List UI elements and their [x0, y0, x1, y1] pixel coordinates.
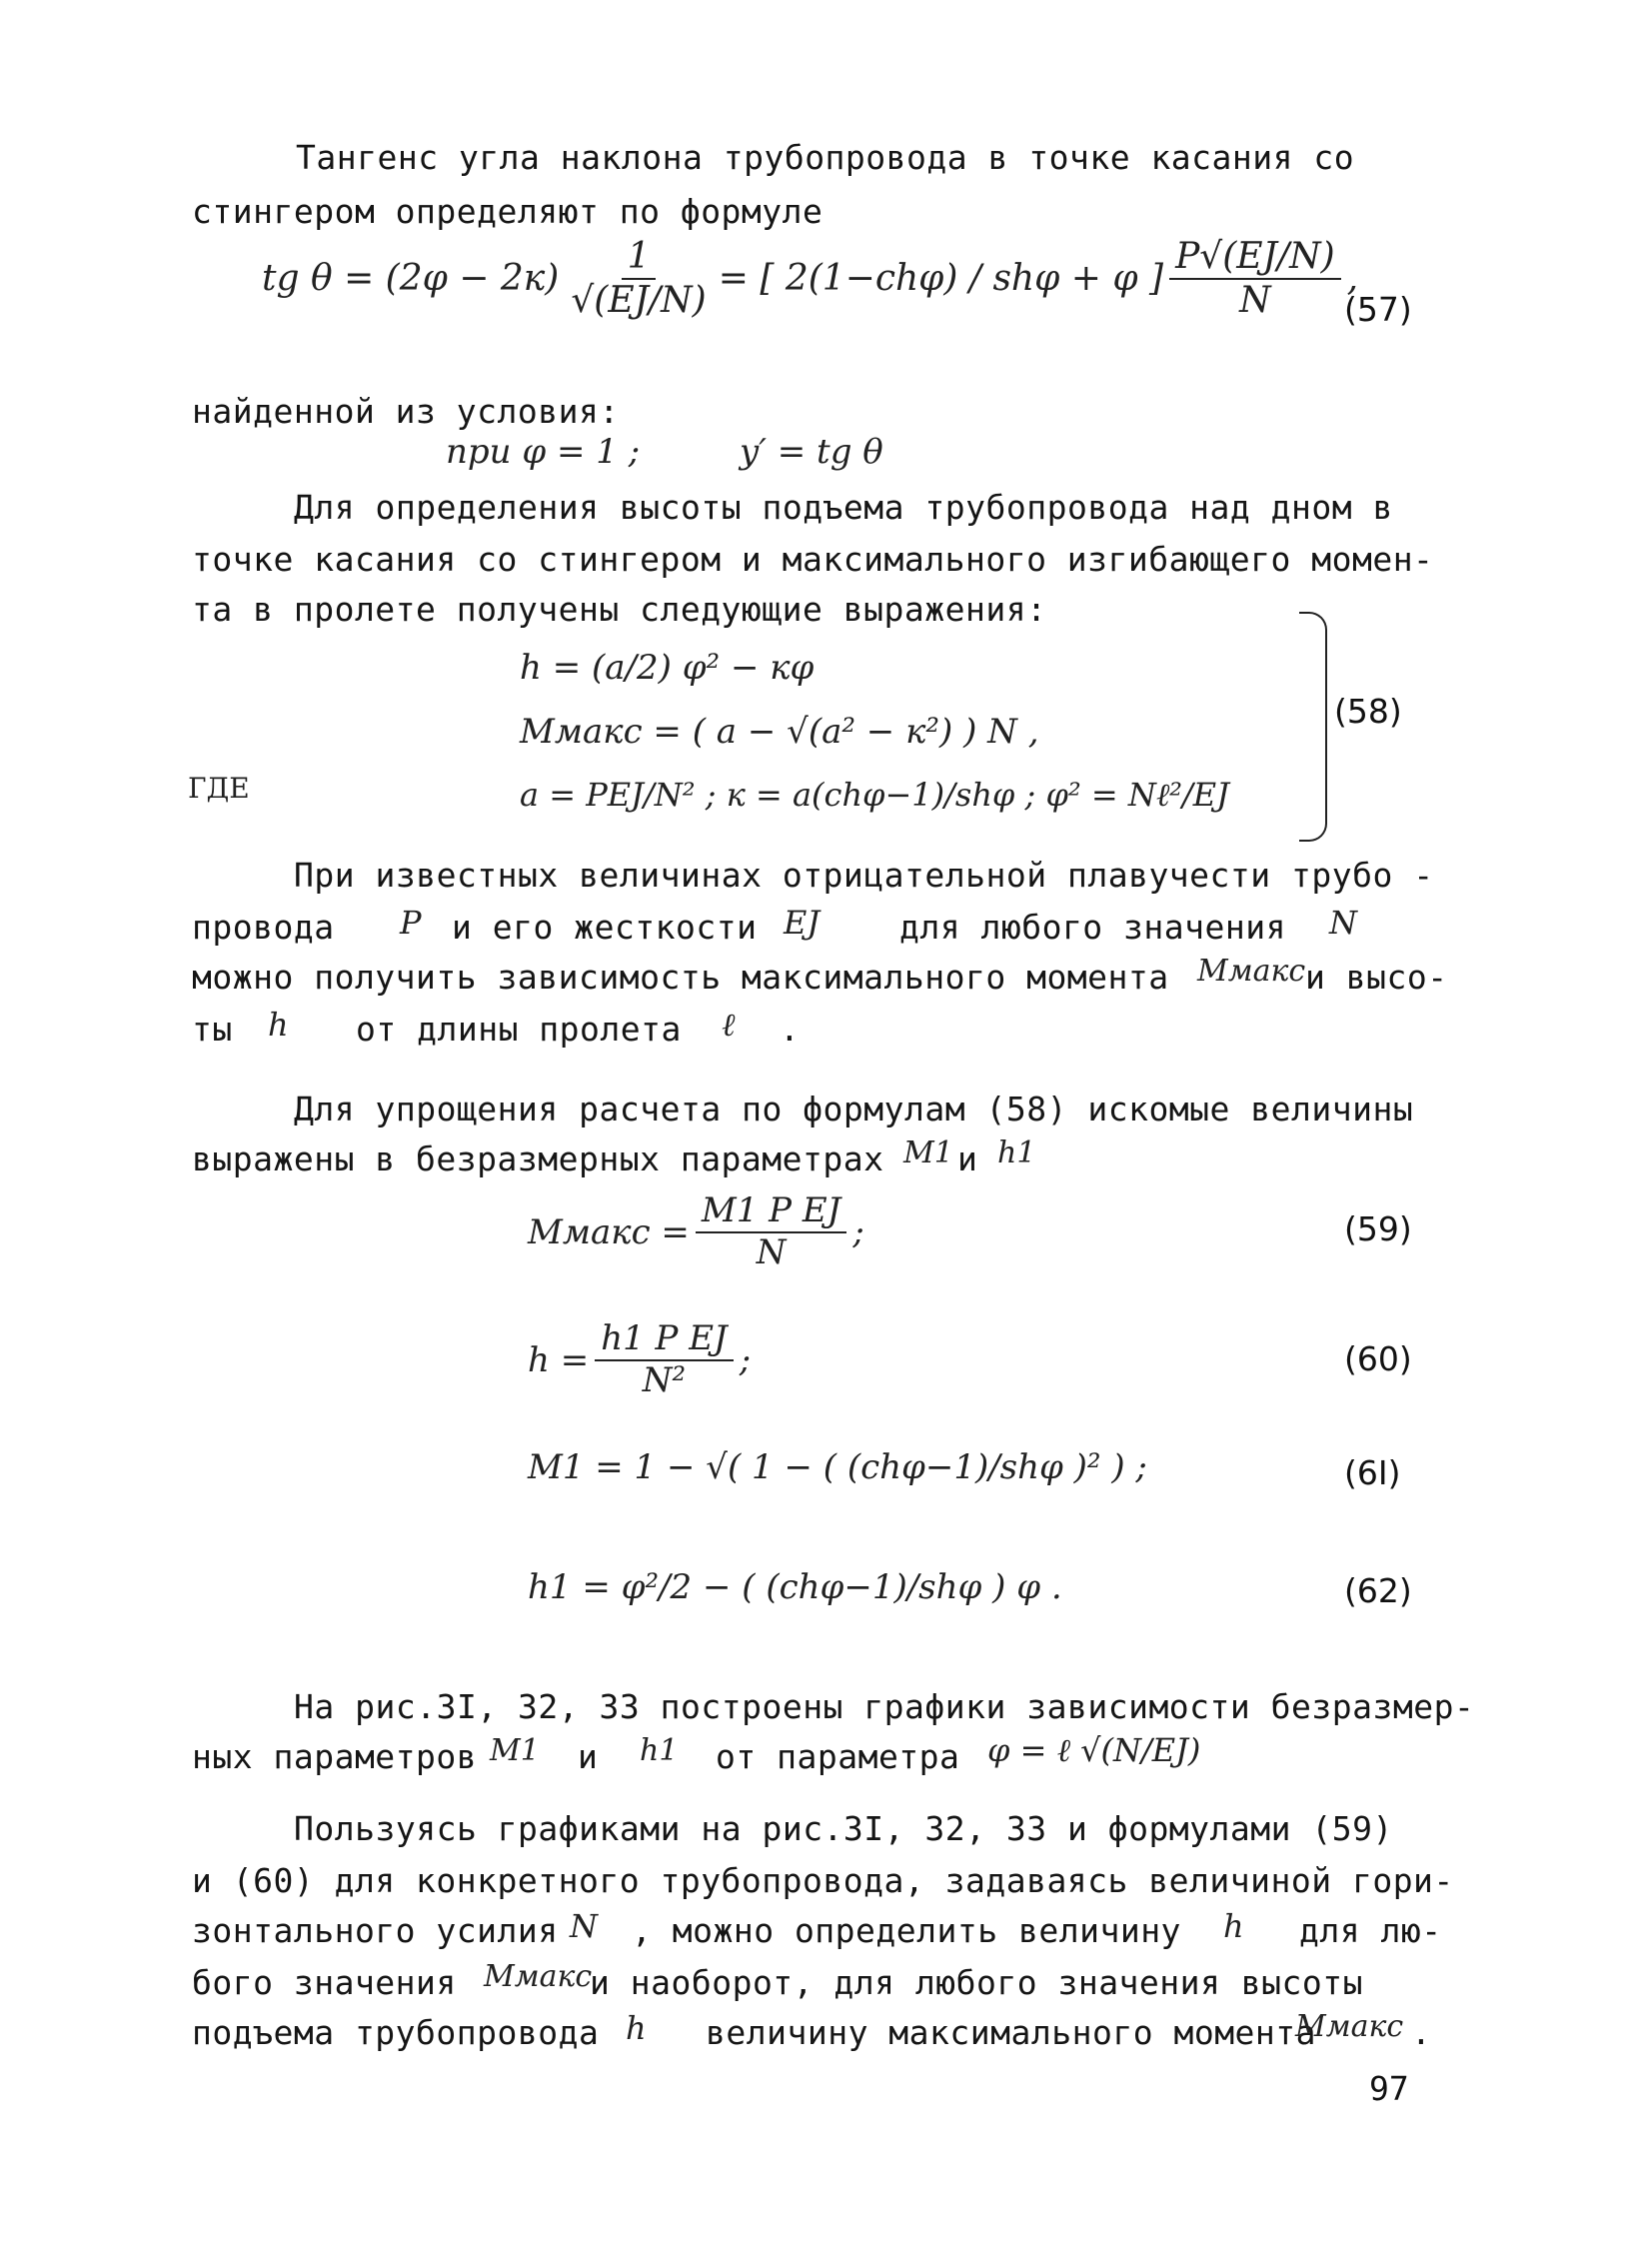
text-line: На рис.3I, 32, 33 построены графики зависимости безразмер- — [294, 1687, 1475, 1726]
symbol-M-max: Mмакс — [1295, 2009, 1404, 2044]
text-line-segment: провода — [192, 908, 335, 947]
condition-left: при φ = 1 ; — [446, 432, 641, 472]
eq57-fraction — [565, 238, 712, 320]
eq59-tail: ; — [852, 1211, 864, 1252]
text-line-segment: бого значения — [192, 1963, 457, 2002]
eq57-mid: = [ 2(1−chφ) / shφ + φ ] — [718, 258, 1164, 300]
symbol-M-max: Mмакс — [484, 1959, 593, 1994]
symbol-h1: h1 — [640, 1733, 679, 1768]
eq57-lhs: tg θ = (2φ − 2к) — [262, 258, 560, 300]
text-line-segment: можно получить зависимость максимального момента — [192, 958, 1169, 997]
symbol-P: P — [400, 904, 422, 942]
eq60-fraction — [595, 1318, 733, 1400]
condition-right: y′ = tg θ — [740, 432, 883, 472]
eq59-num: M1 P EJ — [696, 1193, 846, 1233]
symbol-M-max: Mмакс — [1197, 954, 1306, 989]
equation-60 — [528, 1318, 752, 1400]
text-line: и (60) для конкретного трубопровода, задаваясь величиной гори- — [192, 1861, 1454, 1900]
text-line-segment: и наоборот, для любого значения высоты — [590, 1963, 1363, 2002]
symbol-h1: h1 — [997, 1135, 1036, 1170]
equation-number-59: (59) — [1344, 1209, 1412, 1248]
text-line: найденной из условия: — [192, 392, 620, 431]
equation-57 — [262, 238, 1358, 320]
eq60-den: N² — [642, 1359, 687, 1400]
eq57-frac-num: 1 — [622, 238, 657, 280]
text-line-segment: и — [957, 1139, 978, 1178]
eq59-fraction — [696, 1190, 846, 1272]
equation-62: h1 = φ²/2 − ( (chφ−1)/shφ ) φ . — [528, 1567, 1062, 1607]
text-line-segment: ты — [192, 1010, 233, 1049]
text-line-segment: . — [1411, 2013, 1432, 2052]
text-line-segment: подъема трубопровода — [192, 2013, 600, 2052]
symbol-h: h — [268, 1006, 289, 1044]
symbol-l: ℓ — [722, 1006, 736, 1044]
text-line-segment: и высо- — [1305, 958, 1448, 997]
equation-number-58: (58) — [1334, 692, 1402, 731]
right-brace — [1299, 612, 1327, 842]
text-line-segment: выражены в безразмерных параметрах — [192, 1139, 884, 1178]
text-line-segment: от длины пролета — [356, 1010, 682, 1049]
text-line-segment: , можно определить величину — [632, 1911, 1181, 1950]
where-label: ГДЕ — [188, 772, 250, 805]
equation-number-57: (57) — [1344, 290, 1412, 329]
text-line: Пользуясь графиками на рис.3I, 32, 33 и формулами (59) — [294, 1809, 1393, 1848]
eq60-tail: ; — [739, 1339, 752, 1380]
equation-58-line2: Mмакс = ( a − √(a² − к²) ) N , — [520, 712, 1039, 752]
page-number: 97 — [1369, 2069, 1409, 2108]
eq59-lhs: Mмакс = — [528, 1211, 690, 1252]
text-line-segment: от параметра — [716, 1737, 960, 1776]
text-line-segment: . — [780, 1010, 801, 1049]
text-line: Для упрощения расчета по формулам (58) искомые величины — [294, 1090, 1414, 1128]
phi-definition: φ = ℓ √(N/EJ) — [987, 1731, 1201, 1769]
eq60-lhs: h = — [528, 1339, 590, 1380]
text-line: Для определения высоты подъема трубопровода над дном в — [294, 488, 1393, 527]
text-line-segment: и — [578, 1737, 599, 1776]
symbol-M1: M1 — [903, 1135, 953, 1170]
eq57-rhs-num: P√(EJ/N) — [1169, 238, 1341, 280]
equation-58-line3: a = PEJ/N² ; к = a(chφ−1)/shφ ; φ² = Nℓ²/EJ — [520, 776, 1229, 814]
equation-number-62: (62) — [1344, 1571, 1412, 1610]
eq57-frac-den: √(EJ/N) — [571, 279, 707, 321]
text-line: При известных величинах отрицательной плавучести трубо - — [294, 856, 1434, 895]
text-line-segment: величину максимального момента — [706, 2013, 1317, 2052]
text-line: та в пролете получены следующие выражения: — [192, 590, 1047, 629]
text-line: стингером определяют по формуле — [192, 192, 824, 231]
equation-58-line1: h = (a/2) φ² − кφ — [520, 648, 815, 688]
symbol-h: h — [1223, 1907, 1244, 1945]
equation-number-61: (6I) — [1344, 1453, 1401, 1492]
equation-number-60: (60) — [1344, 1339, 1412, 1378]
eq57-rhs-den: N — [1239, 279, 1271, 321]
symbol-EJ: EJ — [784, 904, 821, 942]
symbol-M1: M1 — [490, 1733, 540, 1768]
symbol-h: h — [626, 2009, 647, 2047]
text-line-segment: для любого значения — [899, 908, 1286, 947]
symbol-N: N — [1329, 904, 1357, 942]
equation-59 — [528, 1190, 864, 1272]
text-line-segment: для лю- — [1299, 1911, 1442, 1950]
text-line-segment: и его жесткости — [452, 908, 758, 947]
text-line-segment: ных параметров — [192, 1737, 478, 1776]
symbol-N: N — [570, 1907, 598, 1945]
eq57-tail: , — [1346, 258, 1359, 300]
text-line-segment: зонтального усилия — [192, 1911, 559, 1950]
equation-61: M1 = 1 − √( 1 − ( (chφ−1)/shφ )² ) ; — [528, 1447, 1147, 1487]
text-line: точке касания со стингером и максимального изгибающего момен- — [192, 540, 1434, 579]
eq59-den: N — [756, 1231, 787, 1272]
eq57-rhs-fraction — [1169, 238, 1341, 320]
eq60-num: h1 P EJ — [595, 1321, 733, 1361]
text-line: Тангенс угла наклона трубопровода в точке касания со — [296, 138, 1355, 177]
